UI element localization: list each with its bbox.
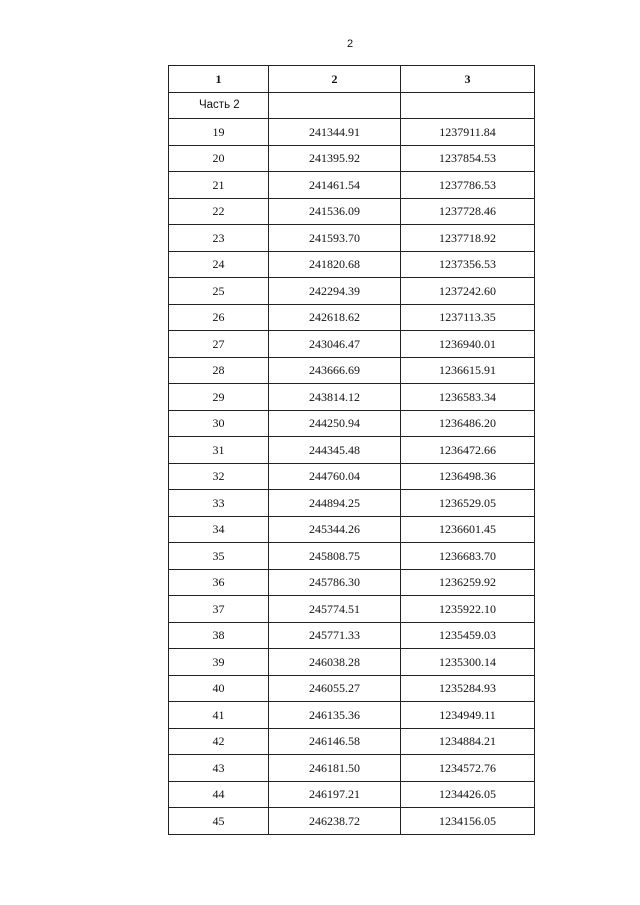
point-number-cell: 35	[169, 543, 269, 570]
table-row	[169, 437, 535, 464]
column-header: 2	[269, 66, 401, 93]
x-coordinate-cell: 243666.69	[269, 357, 401, 384]
table-row	[169, 675, 535, 702]
column-header: 3	[401, 66, 535, 93]
point-number-cell: 42	[169, 728, 269, 755]
x-coordinate-cell: 246038.28	[269, 649, 401, 676]
x-coordinate-cell: 246238.72	[269, 808, 401, 835]
y-coordinate-cell: 1237786.53	[401, 172, 535, 199]
table-row	[169, 278, 535, 305]
point-number-cell: 43	[169, 755, 269, 782]
table-row	[169, 490, 535, 517]
section-label: Часть 2	[169, 92, 269, 119]
table-row	[169, 145, 535, 172]
y-coordinate-cell: 1236498.36	[401, 463, 535, 490]
table-cell	[401, 92, 535, 119]
table-row	[169, 596, 535, 623]
table-row	[169, 543, 535, 570]
table-row	[169, 225, 535, 252]
table-cell	[269, 92, 401, 119]
point-number-cell: 45	[169, 808, 269, 835]
table-row	[169, 251, 535, 278]
x-coordinate-cell: 241344.91	[269, 119, 401, 146]
point-number-cell: 19	[169, 119, 269, 146]
y-coordinate-cell: 1237113.35	[401, 304, 535, 331]
y-coordinate-cell: 1236940.01	[401, 331, 535, 358]
x-coordinate-cell: 246181.50	[269, 755, 401, 782]
point-number-cell: 21	[169, 172, 269, 199]
y-coordinate-cell: 1235922.10	[401, 596, 535, 623]
x-coordinate-cell: 242294.39	[269, 278, 401, 305]
y-coordinate-cell: 1234949.11	[401, 702, 535, 729]
x-coordinate-cell: 244345.48	[269, 437, 401, 464]
x-coordinate-cell: 244760.04	[269, 463, 401, 490]
table-body	[169, 92, 535, 834]
table-row	[169, 781, 535, 808]
point-number-cell: 41	[169, 702, 269, 729]
y-coordinate-cell: 1234884.21	[401, 728, 535, 755]
x-coordinate-cell: 244894.25	[269, 490, 401, 517]
point-number-cell: 26	[169, 304, 269, 331]
x-coordinate-cell: 243046.47	[269, 331, 401, 358]
table-row	[169, 410, 535, 437]
table-row	[169, 808, 535, 835]
x-coordinate-cell: 245786.30	[269, 569, 401, 596]
point-number-cell: 28	[169, 357, 269, 384]
table-row	[169, 304, 535, 331]
y-coordinate-cell: 1234426.05	[401, 781, 535, 808]
y-coordinate-cell: 1236583.34	[401, 384, 535, 411]
table-row	[169, 516, 535, 543]
point-number-cell: 36	[169, 569, 269, 596]
x-coordinate-cell: 245774.51	[269, 596, 401, 623]
y-coordinate-cell: 1236259.92	[401, 569, 535, 596]
x-coordinate-cell: 241593.70	[269, 225, 401, 252]
point-number-cell: 20	[169, 145, 269, 172]
table-row	[169, 569, 535, 596]
table-row	[169, 622, 535, 649]
point-number-cell: 38	[169, 622, 269, 649]
table-row	[169, 649, 535, 676]
x-coordinate-cell: 245771.33	[269, 622, 401, 649]
y-coordinate-cell: 1237356.53	[401, 251, 535, 278]
y-coordinate-cell: 1237728.46	[401, 198, 535, 225]
y-coordinate-cell: 1236683.70	[401, 543, 535, 570]
x-coordinate-cell: 241461.54	[269, 172, 401, 199]
x-coordinate-cell: 243814.12	[269, 384, 401, 411]
y-coordinate-cell: 1237854.53	[401, 145, 535, 172]
point-number-cell: 40	[169, 675, 269, 702]
point-number-cell: 34	[169, 516, 269, 543]
x-coordinate-cell: 241395.92	[269, 145, 401, 172]
table-row	[169, 198, 535, 225]
point-number-cell: 33	[169, 490, 269, 517]
x-coordinate-cell: 245808.75	[269, 543, 401, 570]
section-row	[169, 92, 535, 119]
table-row	[169, 463, 535, 490]
coordinates-table	[168, 65, 535, 835]
table-row	[169, 755, 535, 782]
y-coordinate-cell: 1236615.91	[401, 357, 535, 384]
x-coordinate-cell: 241536.09	[269, 198, 401, 225]
y-coordinate-cell: 1237242.60	[401, 278, 535, 305]
x-coordinate-cell: 245344.26	[269, 516, 401, 543]
point-number-cell: 31	[169, 437, 269, 464]
point-number-cell: 23	[169, 225, 269, 252]
table-row	[169, 331, 535, 358]
x-coordinate-cell: 246055.27	[269, 675, 401, 702]
point-number-cell: 30	[169, 410, 269, 437]
table-row	[169, 357, 535, 384]
x-coordinate-cell: 246146.58	[269, 728, 401, 755]
column-header: 1	[169, 66, 269, 93]
y-coordinate-cell: 1237718.92	[401, 225, 535, 252]
x-coordinate-cell: 244250.94	[269, 410, 401, 437]
point-number-cell: 29	[169, 384, 269, 411]
x-coordinate-cell: 246135.36	[269, 702, 401, 729]
y-coordinate-cell: 1235300.14	[401, 649, 535, 676]
point-number-cell: 32	[169, 463, 269, 490]
point-number-cell: 44	[169, 781, 269, 808]
y-coordinate-cell: 1234572.76	[401, 755, 535, 782]
x-coordinate-cell: 241820.68	[269, 251, 401, 278]
table-row	[169, 384, 535, 411]
x-coordinate-cell: 246197.21	[269, 781, 401, 808]
point-number-cell: 37	[169, 596, 269, 623]
table-row	[169, 119, 535, 146]
y-coordinate-cell: 1237911.84	[401, 119, 535, 146]
page-number: 2	[346, 38, 354, 50]
point-number-cell: 39	[169, 649, 269, 676]
y-coordinate-cell: 1236486.20	[401, 410, 535, 437]
point-number-cell: 25	[169, 278, 269, 305]
y-coordinate-cell: 1236472.66	[401, 437, 535, 464]
table-header-row	[169, 66, 535, 93]
point-number-cell: 24	[169, 251, 269, 278]
point-number-cell: 27	[169, 331, 269, 358]
table-row	[169, 172, 535, 199]
table-row	[169, 728, 535, 755]
y-coordinate-cell: 1236601.45	[401, 516, 535, 543]
y-coordinate-cell: 1234156.05	[401, 808, 535, 835]
y-coordinate-cell: 1235284.93	[401, 675, 535, 702]
point-number-cell: 22	[169, 198, 269, 225]
y-coordinate-cell: 1236529.05	[401, 490, 535, 517]
x-coordinate-cell: 242618.62	[269, 304, 401, 331]
y-coordinate-cell: 1235459.03	[401, 622, 535, 649]
table-row	[169, 702, 535, 729]
